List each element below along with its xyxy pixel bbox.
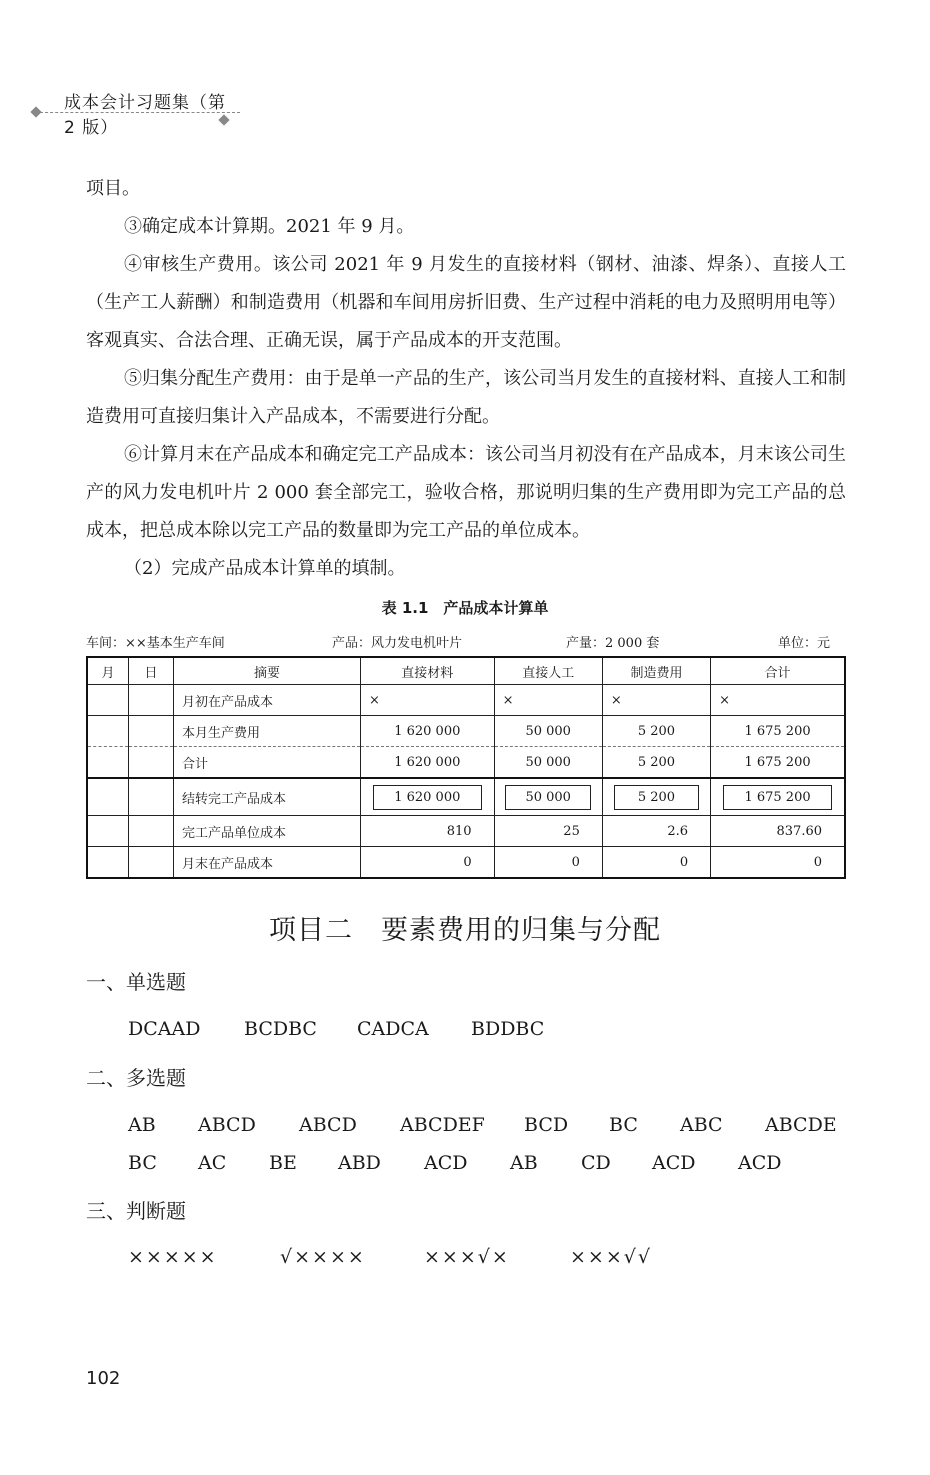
month-cell [87, 816, 129, 847]
answer: BC [609, 1114, 638, 1136]
paragraph: 项目。 [86, 178, 140, 199]
col-header: 合计 [711, 657, 845, 685]
page-number: 102 [86, 1368, 121, 1389]
cell: × [602, 685, 710, 716]
cell: × [711, 685, 845, 716]
heading-multi-choice: 二、多选题 [86, 1066, 186, 1090]
cell: 1 620 000 [361, 747, 495, 779]
table-header-row [87, 657, 845, 685]
paragraph: ③确定成本计算期。2021 年 9 月。 [124, 216, 415, 237]
col-header: 直接材料 [361, 657, 495, 685]
month-cell [87, 847, 129, 879]
answer: ABC [680, 1114, 723, 1136]
row-desc: 合计 [174, 747, 361, 779]
answer-group: DCAAD [128, 1018, 201, 1040]
table-unit: 单位：元 [777, 636, 830, 651]
answer: ABD [338, 1152, 381, 1174]
cell: 50 000 [494, 747, 602, 779]
answer: AB [128, 1114, 156, 1136]
table-workshop: 车间：××基本生产车间 [86, 636, 225, 651]
cell: 0 [711, 847, 845, 879]
answer: ABCD [198, 1114, 256, 1136]
row-desc: 月初在产品成本 [174, 685, 361, 716]
boxed-value: 50 000 [505, 785, 591, 810]
table-row [87, 747, 845, 779]
table-row [87, 847, 845, 879]
boxed-value: 1 675 200 [723, 785, 833, 810]
section-title: 项目二 要素费用的归集与分配 [269, 915, 661, 946]
answer: ACD [738, 1152, 782, 1174]
col-header: 月 [87, 657, 129, 685]
row-desc: 本月生产费用 [174, 716, 361, 747]
month-cell [87, 685, 129, 716]
cell: 5 200 [602, 747, 710, 779]
cell: × [494, 685, 602, 716]
answer: ACD [424, 1152, 468, 1174]
col-header: 日 [129, 657, 174, 685]
row-desc: 月末在产品成本 [174, 847, 361, 879]
header-dashed-line [40, 112, 240, 113]
answer-group: ×××√√ [570, 1246, 652, 1268]
cost-table [86, 656, 846, 879]
answer: ACD [652, 1152, 696, 1174]
heading-true-false: 三、判断题 [86, 1199, 186, 1223]
cell: × [361, 685, 495, 716]
paragraph: （2）完成产品成本计算单的填制。 [124, 558, 406, 579]
running-header [30, 88, 240, 138]
day-cell [129, 716, 174, 747]
answer: BE [269, 1152, 297, 1174]
row-desc: 结转完工产品成本 [174, 778, 361, 816]
day-cell [129, 847, 174, 879]
cell: 50 000 [494, 716, 602, 747]
table-product: 产品：风力发电机叶片 [332, 636, 463, 651]
paragraph: ⑤归集分配生产费用：由于是单一产品的生产，该公司当月发生的直接材料、直接人工和制造费用可直接归集计入产品成本，不需要进行分配。 [86, 368, 846, 427]
answer: BC [128, 1152, 157, 1174]
answer: BCD [524, 1114, 569, 1136]
day-cell [129, 778, 174, 816]
cell: 0 [494, 847, 602, 879]
cell: 837.60 [711, 816, 845, 847]
cell [361, 778, 495, 816]
month-cell [87, 747, 129, 779]
table-caption: 表 1.1 产品成本计算单 [381, 599, 549, 617]
cell [711, 778, 845, 816]
book-title: 成本会计习题集（第 2 版） [64, 93, 226, 138]
answer: AC [198, 1152, 227, 1174]
cell: 1 620 000 [361, 716, 495, 747]
table-quantity: 产量：2 000 套 [566, 636, 660, 651]
col-header: 直接人工 [494, 657, 602, 685]
day-cell [129, 685, 174, 716]
heading-single-choice: 一、单选题 [86, 970, 186, 994]
row-desc: 完工产品单位成本 [174, 816, 361, 847]
col-header: 摘要 [174, 657, 361, 685]
table-meta [86, 632, 830, 652]
paragraph: ④审核生产费用。该公司 2021 年 9 月发生的直接材料（钢材、油漆、焊条）、直接人工（生产工人薪酬）和制造费用（机器和车间用房折旧费、生产过程中消耗的电力及照明用电等）客观真实、合法合理、正确无误，属于产品成本的开支范围。 [86, 254, 846, 351]
answer: CD [581, 1152, 611, 1174]
cell [602, 778, 710, 816]
table-row [87, 778, 845, 816]
boxed-value: 1 620 000 [373, 785, 482, 810]
paragraph: ⑥计算月末在产品成本和确定完工产品成本：该公司当月初没有在产品成本，月末该公司生产的风力发电机叶片 2 000 套全部完工，验收合格，那说明归集的生产费用即为完工产品的总成本，把总成本除以完工产品的数量即为完工产品的单位成本。 [86, 444, 846, 541]
table-row [87, 716, 845, 747]
day-cell [129, 747, 174, 779]
cell: 810 [361, 816, 495, 847]
cell: 0 [361, 847, 495, 879]
month-cell [87, 716, 129, 747]
answer: ABCDEF [400, 1114, 485, 1136]
boxed-value: 5 200 [614, 785, 700, 810]
answer-group: √×××× [280, 1246, 366, 1268]
col-header: 制造费用 [602, 657, 710, 685]
answer-group: BCDBC [244, 1018, 317, 1040]
body-text [86, 170, 846, 588]
cell: 5 200 [602, 716, 710, 747]
answer: ABCD [299, 1114, 357, 1136]
month-cell [87, 778, 129, 816]
cell: 25 [494, 816, 602, 847]
answer-group: BDDBC [471, 1018, 545, 1040]
answer: AB [510, 1152, 538, 1174]
cell: 1 675 200 [711, 716, 845, 747]
table-row [87, 685, 845, 716]
cell: 1 675 200 [711, 747, 845, 779]
cell: 0 [602, 847, 710, 879]
answer: ABCDE [765, 1114, 837, 1136]
answer-group: ×××√× [424, 1246, 510, 1268]
cell: 2.6 [602, 816, 710, 847]
day-cell [129, 816, 174, 847]
table-row [87, 816, 845, 847]
cell [494, 778, 602, 816]
answer-group: ××××× [128, 1246, 218, 1268]
answer-group: CADCA [357, 1018, 429, 1040]
